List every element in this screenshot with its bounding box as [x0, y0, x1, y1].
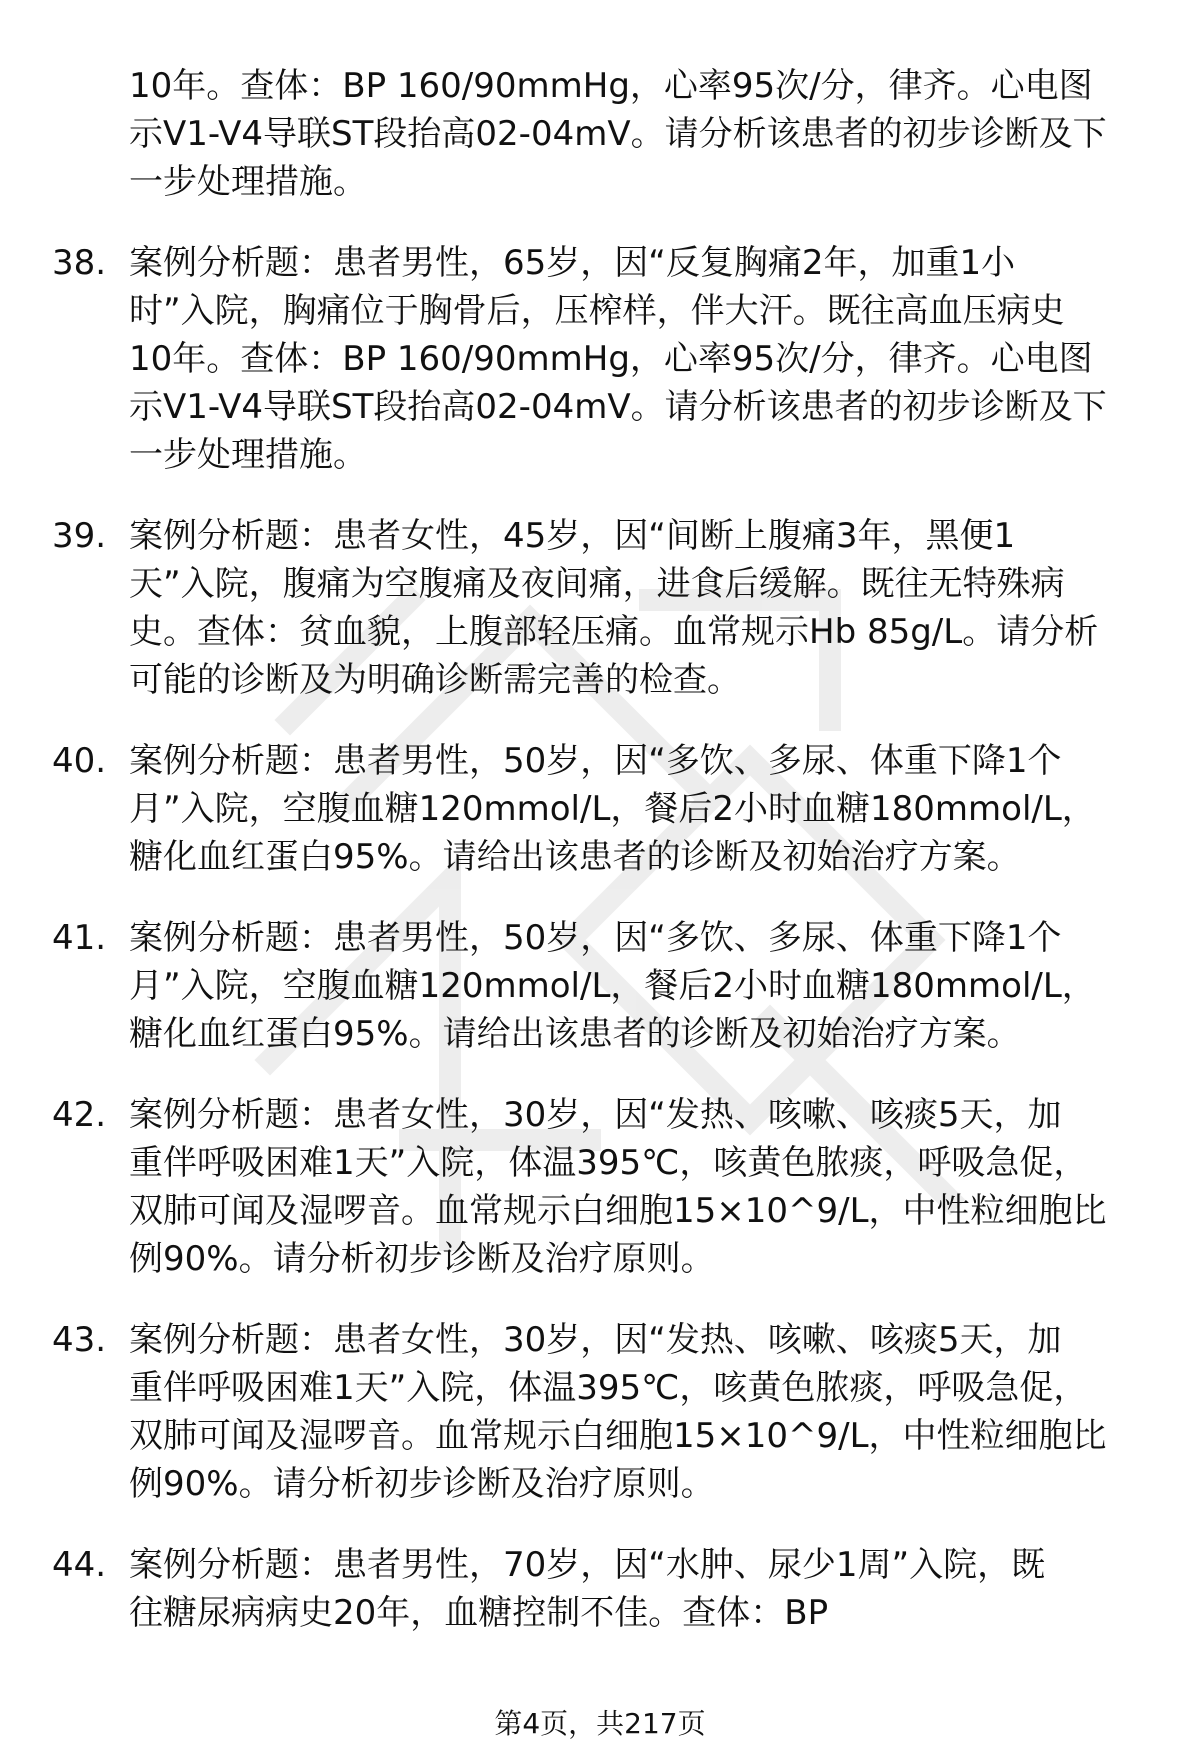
text-line: 10年。查体：BP 160/90mmHg，心率95次/分，律齐。心电图 [129, 339, 1093, 379]
question-39 [52, 512, 1162, 704]
text-line: 案例分析题：患者女性，30岁，因“发热、咳嗽、咳痰5天，加 [129, 1320, 1062, 1360]
text-line: 可能的诊断及为明确诊断需完善的检查。 [129, 660, 741, 700]
question-text [129, 512, 1162, 704]
question-text [129, 1091, 1162, 1283]
question-number: 43. [52, 1320, 107, 1360]
question-number: 40. [52, 741, 107, 781]
text-line: 糖化血红蛋白95%。请给出该患者的诊断及初始治疗方案。 [129, 1014, 1021, 1054]
question-38 [52, 239, 1162, 479]
question-text [129, 239, 1162, 479]
text-line: 双肺可闻及湿啰音。血常规示白细胞15×10^9/L，中性粒细胞比 [129, 1416, 1107, 1456]
question-text [129, 737, 1162, 881]
text-line: 双肺可闻及湿啰音。血常规示白细胞15×10^9/L，中性粒细胞比 [129, 1191, 1107, 1231]
question-41 [52, 914, 1162, 1058]
text-line: 例90%。请分析初步诊断及治疗原则。 [129, 1239, 715, 1279]
question-text [129, 1316, 1162, 1508]
text-line: 一步处理措施。 [129, 162, 367, 202]
text-line: 时”入院，胸痛位于胸骨后，压榨样，伴大汗。既往高血压病史 [129, 291, 1065, 331]
question-44 [52, 1541, 1162, 1637]
question-number: 39. [52, 516, 107, 556]
question-43 [52, 1316, 1162, 1508]
text-line: 案例分析题：患者男性，50岁，因“多饮、多尿、体重下降1个 [129, 741, 1062, 781]
text-line: 案例分析题：患者男性，50岁，因“多饮、多尿、体重下降1个 [129, 918, 1062, 958]
text-line: 示V1-V4导联ST段抬高02-04mV。请分析该患者的初步诊断及下 [129, 387, 1107, 427]
text-line: 月”入院，空腹血糖120mmol/L，餐后2小时血糖180mmol/L， [129, 966, 1096, 1006]
question-number: 38. [52, 243, 107, 283]
text-line: 案例分析题：患者女性，30岁，因“发热、咳嗽、咳痰5天，加 [129, 1095, 1062, 1135]
text-line: 月”入院，空腹血糖120mmol/L，餐后2小时血糖180mmol/L， [129, 789, 1096, 829]
question-number: 42. [52, 1095, 107, 1135]
text-line: 重伴呼吸困难1天”入院，体温395℃，咳黄色脓痰，呼吸急促， [129, 1368, 1088, 1408]
document-body [52, 62, 1162, 1637]
text-line: 10年。查体：BP 160/90mmHg，心率95次/分，律齐。心电图 [129, 66, 1093, 106]
text-line: 往糖尿病病史20年，血糖控制不佳。查体：BP [129, 1593, 829, 1633]
text-line: 案例分析题：患者女性，45岁，因“间断上腹痛3年，黑便1 [129, 516, 1016, 556]
question-text [129, 914, 1162, 1058]
text-line: 案例分析题：患者男性，70岁，因“水肿、尿少1周”入院，既 [129, 1545, 1046, 1585]
text-line: 糖化血红蛋白95%。请给出该患者的诊断及初始治疗方案。 [129, 837, 1021, 877]
question-42 [52, 1091, 1162, 1283]
question-40 [52, 737, 1162, 881]
text-line: 案例分析题：患者男性，65岁，因“反复胸痛2年，加重1小 [129, 243, 1016, 283]
text-line: 天”入院，腹痛为空腹痛及夜间痛，进食后缓解。既往无特殊病 [129, 564, 1065, 604]
page-number-footer: 第4页，共217页 [494, 1707, 706, 1740]
question-number: 44. [52, 1545, 107, 1585]
text-line: 一步处理措施。 [129, 435, 367, 475]
question-number: 41. [52, 918, 107, 958]
text-line: 史。查体：贫血貌，上腹部轻压痛。血常规示Hb 85g/L。请分析 [129, 612, 1099, 652]
question-text [129, 1541, 1162, 1637]
text-line: 重伴呼吸困难1天”入院，体温395℃，咳黄色脓痰，呼吸急促， [129, 1143, 1088, 1183]
text-line: 例90%。请分析初步诊断及治疗原则。 [129, 1464, 715, 1504]
text-line: 示V1-V4导联ST段抬高02-04mV。请分析该患者的初步诊断及下 [129, 114, 1107, 154]
continuation-text [52, 62, 1162, 206]
